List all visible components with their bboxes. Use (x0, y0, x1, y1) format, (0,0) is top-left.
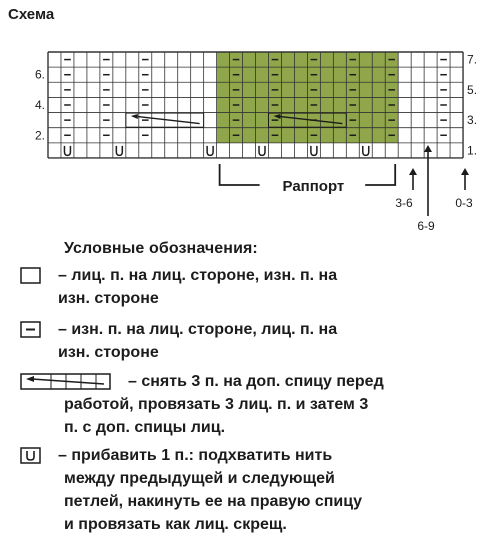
legend-item-increase (20, 444, 490, 540)
increase-u-symbol (207, 146, 213, 156)
arrow-head (461, 168, 469, 175)
legend-line: – лиц. п. на лиц. стороне, изн. п. на (58, 267, 338, 284)
bottom-arrow-label: 6-9 (417, 219, 435, 233)
legend-item-knit (20, 264, 490, 310)
bottom-arrow-label: 3-6 (395, 196, 413, 210)
increase-u-symbol (363, 146, 369, 156)
arrow-head (424, 145, 432, 152)
legend-item-cable (20, 370, 490, 440)
purl-dash-cell-icon (20, 321, 42, 339)
increase-u-icon (20, 447, 42, 465)
row-label-left: 4. (34, 97, 45, 112)
knitting-chart (0, 0, 497, 240)
increase-u-symbol (311, 146, 317, 156)
legend-line: – изн. п. на лиц. стороне, лиц. п. на (58, 321, 338, 338)
row-label-right: 5. (467, 82, 478, 97)
empty-cell-icon (20, 267, 42, 285)
increase-u-symbol (259, 146, 265, 156)
rapport-label: Раппорт (282, 178, 345, 195)
increase-u-symbol (64, 146, 70, 156)
cable-cross-arrow (131, 114, 138, 119)
legend-line: – прибавить 1 п.: подхватить нить (58, 447, 333, 464)
legend-line: – снять 3 п. на доп. спицу перед (128, 373, 384, 390)
arrow-head (409, 168, 417, 175)
legend-line: п. с доп. спицы лиц. (64, 419, 226, 436)
bottom-arrow-label: 0-3 (455, 196, 473, 210)
legend-item-purl (20, 318, 490, 364)
legend-line: и провязать как лиц. скрещ. (64, 516, 287, 533)
row-label-left: 6. (34, 67, 45, 82)
rapport-bracket-right (365, 164, 395, 185)
legend-line: работой, провязать 3 лиц. п. и затем 3 (64, 396, 369, 413)
legend-line: изн. стороне (58, 344, 159, 361)
cable-cross-icon (20, 373, 112, 391)
legend-heading: Условные обозначения: (64, 240, 258, 257)
legend-line: между предыдущей и следующей (64, 470, 335, 487)
chart-title: Схема (8, 6, 55, 23)
row-label-left: 2. (34, 128, 45, 143)
row-label-right: 3. (467, 113, 478, 128)
row-label-right: 1. (467, 143, 478, 158)
increase-u-symbol (116, 146, 122, 156)
row-label-right: 7. (467, 52, 478, 67)
rapport-bracket-left (220, 164, 260, 185)
legend-line: изн. стороне (58, 290, 159, 307)
legend-line: петлей, накинуть ее на правую спицу (64, 493, 362, 510)
